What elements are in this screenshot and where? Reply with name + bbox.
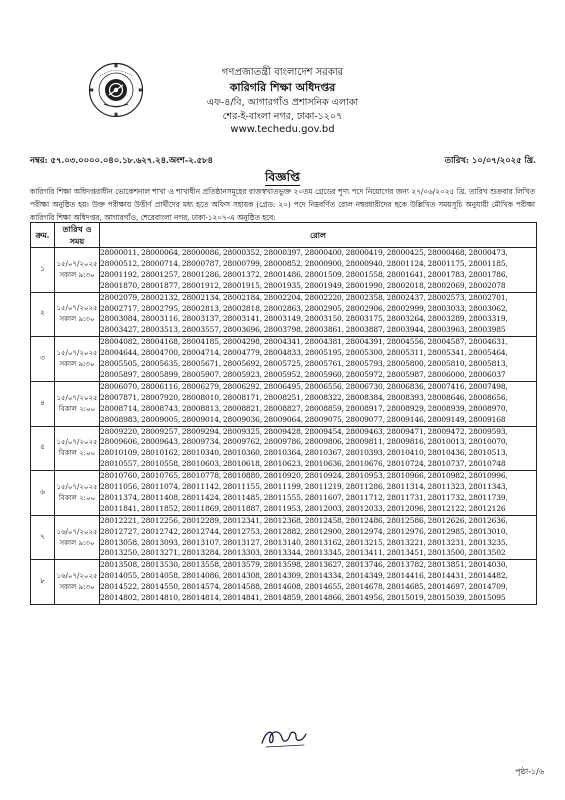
header-serial: ক্রম. xyxy=(31,223,55,248)
row-time: বিকাল ২:০০ xyxy=(58,404,96,413)
row-date-time xyxy=(55,471,100,516)
row-serial: ২ xyxy=(31,292,55,337)
row-serial: ৬ xyxy=(31,471,55,516)
memo-number: নম্বর: ৫৭.০৩.০০০০.০৪০.১৮.৬২৭.২৪.অংশ-২.৫৮৪ xyxy=(30,155,213,165)
row-time: সকাল ৯:৩০ xyxy=(59,315,95,324)
table-row xyxy=(31,381,537,426)
row-rolls: 28012221, 28012256, 28012289, 28012341, 28012368, 28012458, 28012486, 28012586, 28012626, 28012636, 28012727, 28012742, 28012744, 28012753, 28012882, 28012900, 28012974, 28012976, 28012985, 28013010, 28013058, 28013093, 28013107, 28013127, 28013140, 28013162, 28013215, 28013221, 28013231, 28013235, 28013250, 28013271, 28013284, 28013303, 28013344, 28013345, 28013411, 28013451, 28013500, 28013502 xyxy=(100,515,537,560)
row-time: সকাল ৯:৩০ xyxy=(59,270,95,279)
row-time: সকাল ৯:৩০ xyxy=(59,538,95,547)
row-date: ১৬/০৭/২০২৫ xyxy=(56,572,98,581)
row-rolls: 28006070, 28006116, 28006279, 28006292, 28006495, 28006556, 28006730, 28006836, 28007416, 28007498, 28007871, 28007920, 28008010, 28008171, 28008251, 28008322, 28008384, 28008393, 28008646, 28008656, 28008714, 28008743, 28008813, 28008821, 28008827, 28008859, 28008917, 28008929, 28008939, 28008970, 28008983, 28009005, 28009014, 28009036, 28009064, 28009075, 28009077, 28009146, 28009149, 28009168 xyxy=(100,381,537,426)
website-link[interactable]: www.techedu.gov.bd xyxy=(230,124,335,135)
notice-body: কারিগরি শিক্ষা অধিদপ্তরাধীন ভোকেশনাল শাখা ও শাখাধীন প্রতিষ্ঠানসমূহের রাজস্বখাতভুক্ত ২০তম গ্রেডের শূণ্য পদে নিয়োগের জন্য ২৭/০৬/২০২৫ খ্রি. তারিখ শুক্রবার লিখিত পরীক্ষা অনুষ্ঠিত হয়। উক্ত পরীক্ষায় উত্তীর্ণ প্রার্থীদের মধ্য হতে অফিস সহায়ক (গ্রেড: ২০) পদে নিম্নবর্ণিত রোল নম্বরধারীদের ছকে উল্লিখিত সময়সূচি অনুযায়ী মৌখিক পরীক্ষা কারিগরি শিক্ষা অধিদপ্তর, আগারগাঁও, শেরেবাংলা নগর, ঢাকা-১২০৭-এ অনুষ্ঠিত হবে: xyxy=(30,187,535,222)
signature-icon xyxy=(258,723,312,751)
table-row xyxy=(31,337,537,382)
row-serial: ৩ xyxy=(31,337,55,382)
table-row xyxy=(31,292,537,337)
row-date: ১৫/০৭/২০২৫ xyxy=(56,393,98,402)
row-date: ১৫/০৭/২০২৫ xyxy=(56,482,98,491)
table-row xyxy=(31,426,537,471)
department-name: কারিগরি শিক্ষা অধিদপ্তর xyxy=(229,81,336,94)
row-date: ১৫/০৭/২০২৫ xyxy=(56,438,98,447)
row-rolls: 28013508, 28013530, 28013558, 28013579, 28013598, 28013627, 28013746, 28013782, 28013851, 28014030, 28014055, 28014058, 28014086, 28014308, 28014309, 28014334, 28014349, 28014416, 28014431, 28014482, 28014522, 28014550, 28014574, 28014588, 28014608, 28014655, 28014678, 28014685, 28014697, 28014709, 28014802, 28014810, 28014814, 28014841, 28014859, 28014866, 28014956, 28015019, 28015039, 28015095 xyxy=(100,560,537,605)
row-rolls: 28004082, 28004168, 28004185, 28004298, 28004341, 28004381, 28004391, 28004556, 28004587, 28004631, 28004644, 28004700, 28004714, 28004779, 28004833, 28005195, 28005300, 28005311, 28005341, 28005464, 28005505, 28005635, 28005671, 28005692, 28005725, 28005761, 28005793, 28005800, 28005810, 28005813, 28005897, 28005899, 28005907, 28005923, 28005952, 28005960, 28005972, 28005987, 28006000, 28006037 xyxy=(100,337,537,382)
address-line-1: এফ-৪/বি, আগারগাঁও প্রশাসনিক এলাকা xyxy=(206,97,359,108)
row-date: ১৬/০৭/২০২৫ xyxy=(56,527,98,536)
table-row xyxy=(31,515,537,560)
row-date-time xyxy=(55,337,100,382)
row-date-time xyxy=(55,381,100,426)
row-rolls: 28010760, 28010765, 28010778, 28010880, 28010920, 28010924, 28010953, 28010966, 28010982, 28010996, 28011056, 28011074, 28011142, 28011155, 28011199, 28011219, 28011286, 28011314, 28011323, 28011343, 28011374, 28011408, 28011424, 28011485, 28011555, 28011607, 28011712, 28011731, 28011732, 28011739, 28011841, 28011852, 28011869, 28011887, 28011953, 28012003, 28012033, 28012096, 28012122, 28012126 xyxy=(100,471,537,516)
row-rolls: 28002079, 28002132, 28002134, 28002184, 28002204, 28002220, 28002358, 28002437, 28002573, 28002701, 28002717, 28002795, 28002813, 28002818, 28002863, 28002905, 28002906, 28002999, 28003033, 28003062, 28003084, 28003116, 28003137, 28003141, 28003149, 28003150, 28003175, 28003264, 28003289, 28003319, 28003427, 28003513, 28003557, 28003696, 28003798, 28003861, 28003887, 28003944, 28003963, 28003985 xyxy=(100,292,537,337)
row-date-time xyxy=(55,515,100,560)
row-serial: ১ xyxy=(31,248,55,293)
row-serial: ৭ xyxy=(31,515,55,560)
row-date-time xyxy=(55,426,100,471)
row-time: বিকাল ২:০০ xyxy=(58,493,96,502)
row-date: ১৫/০৭/২০২৫ xyxy=(56,349,98,358)
row-rolls: 28000011, 28000064, 28000086, 28000352, 28000397, 28000400, 28000419, 28000425, 28000468, 28000473, 28000512, 28000714, 28000787, 28000799, 28000852, 28000900, 28000940, 28001124, 28001175, 28001185, 28001192, 28001257, 28001286, 28001372, 28001486, 28001509, 28001558, 28001641, 28001783, 28001786, 28001870, 28001877, 28001912, 28001915, 28001935, 28001949, 28001990, 28002018, 28002069, 28002078 xyxy=(100,248,537,293)
header-date-time: তারিখ ও সময় xyxy=(55,223,100,248)
roll-table-header xyxy=(31,223,537,248)
header-roll: রোল xyxy=(100,223,537,248)
table-row xyxy=(31,560,537,605)
row-rolls: 28009220, 28009257, 28009294, 28009325, 28009428, 28009454, 28009463, 28009471, 28009472, 28009593, 28009606, 28009643, 28009734, 28009762, 28009786, 28009806, 28009811, 28009816, 28010013, 28010070, 28010109, 28010162, 28010340, 28010360, 28010364, 28010367, 28010393, 28010410, 28010436, 28010513, 28010557, 28010558, 28010603, 28010618, 28010623, 28010636, 28010676, 28010724, 28010737, 28010748 xyxy=(100,426,537,471)
row-date-time xyxy=(55,248,100,293)
notice-title: বিজ্ঞপ্তি xyxy=(265,170,300,184)
address-line-2: শের-ই-বাংলা নগর, ঢাকা-১২০৭ xyxy=(222,111,343,122)
table-row xyxy=(31,471,537,516)
government-name: গণপ্রজাতন্ত্রী বাংলাদেশ সরকার xyxy=(221,67,344,78)
page-number: পৃষ্ঠা-১/৬ xyxy=(515,767,544,776)
table-row xyxy=(31,248,537,293)
row-serial: ৫ xyxy=(31,426,55,471)
row-serial: ৪ xyxy=(31,381,55,426)
notice-date: তারিখ: ১০/০৭/২০২৫ খ্রি. xyxy=(444,155,536,165)
row-time: সকাল ৯:৩০ xyxy=(59,360,95,369)
row-serial: ৮ xyxy=(31,560,55,605)
roll-table xyxy=(30,222,537,605)
row-date: ১৫/০৭/২০২৫ xyxy=(56,259,98,268)
row-time: বিকাল ২:০০ xyxy=(58,449,96,458)
row-date-time xyxy=(55,292,100,337)
row-date-time xyxy=(55,560,100,605)
row-time: সকাল ৯:৩০ xyxy=(59,583,95,592)
row-date: ১৫/০৭/২০২৫ xyxy=(56,304,98,313)
